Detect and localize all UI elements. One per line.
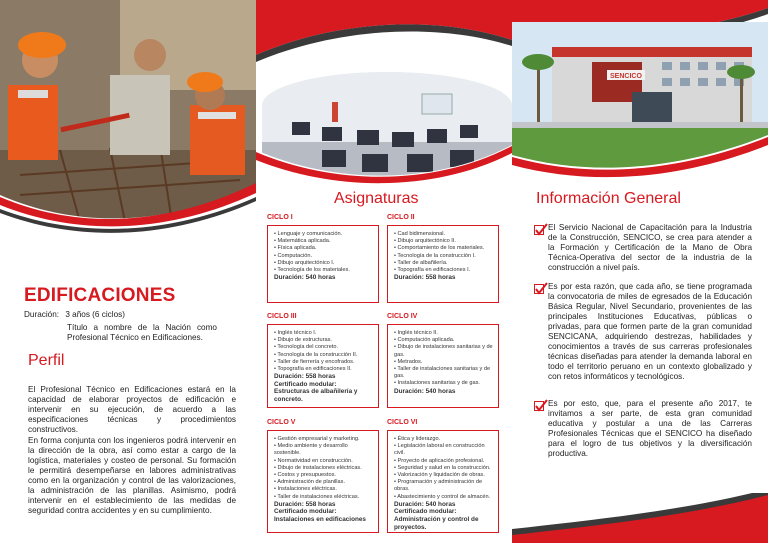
ciclo-6-duration: Duración: 540 horas xyxy=(394,500,456,508)
panel-informacion-general xyxy=(512,0,768,543)
ciclo-item: • Tecnología de la construcción I. xyxy=(394,252,476,259)
ciclo-item: • Taller de instalaciones eléctricas. xyxy=(274,493,360,500)
ciclo-item: • Tecnología de la construcción II. xyxy=(274,351,358,358)
ciclo-6-label: CICLO VI xyxy=(387,419,418,426)
ciclo-item: • Taller de albañilería. xyxy=(394,259,448,266)
panel-edificaciones xyxy=(0,0,256,543)
perfil-paragraph-1: El Profesional Técnico en Edificaciones estará en la capacidad de elaborar proyectos de edificación e intervenir en su ejecución, de acuerdo a las especificaciones técnicas y procedimientos constructivos. xyxy=(28,385,236,434)
ciclo-item: • Taller de fierrería y encofrados. xyxy=(274,358,355,365)
ciclo-item: • Física aplicada. xyxy=(274,245,317,252)
ciclo-item: • Costos y presupuestos. xyxy=(274,472,336,479)
ciclo-5-label: CICLO V xyxy=(267,419,296,426)
bottom-swoosh-decoration xyxy=(512,493,768,543)
ciclo-item: • Administración de planillas. xyxy=(274,479,345,486)
ciclo-item: • Topografía en edificaciones I. xyxy=(394,267,471,274)
ciclo-item: • Dibujo arquitectónico I. xyxy=(274,259,335,266)
ciclo-2-box xyxy=(387,225,499,303)
ciclo-3-duration: Duración: 558 horas xyxy=(274,373,336,381)
perfil-paragraph-2: En forma conjunta con los ingenieros podrá intervenir en la dirección de la obra, así como estar a cargo de la logística, materiales y costeo de personal. Su formación le permitirá desempeñarse en labores administrativas como en la organización y control de las valorizaciones, la administración de las planillas. Asimismo, podrá intervenir en el establecimiento de las medidas de seguridad contra accidentes y en su cumplimiento. xyxy=(28,436,236,515)
info-paragraph-2: Es por esta razón, que cada año, se tiene programada la convocatoria de miles de egresados de la Educación Básica Regular, Nivel Secundario, provenientes de las principales Instituciones Educativas, públicas o privadas, para que formen parte de la gran comunidad SENCICANA, adquiriendo destrezas, habilidades y conocimientos a través de sus carreras profesionales técnicas diseñadas para atender la demanda laboral en todo el territorio peruano en un contexto globalizado y con retos informáticos y tecnológicos. xyxy=(548,282,752,381)
ciclo-item: • Dibujo de instalaciones sanitarias y de gas. xyxy=(394,344,493,358)
checkbox-icon xyxy=(534,225,544,235)
sencico-building-photo xyxy=(512,22,768,172)
ciclo-item: • Proyecto de aplicación profesional. xyxy=(394,457,485,464)
ciclo-6-module: Certificado modular: Administración y control de proyectos. xyxy=(394,508,479,531)
ciclo-item: • Dibujo de instalaciones eléctricas. xyxy=(274,464,362,471)
ciclo-item: • Abastecimiento y control de almacén. xyxy=(394,493,491,500)
workers-photo xyxy=(0,0,256,222)
sencico-sign-text: SENCICO xyxy=(610,73,642,80)
ciclo-item: • Taller de instalaciones sanitarias y de gas. xyxy=(394,366,491,380)
ciclo-3-box xyxy=(267,324,379,408)
ciclo-1-box xyxy=(267,225,379,303)
ciclo-4-duration: Duración: 540 horas xyxy=(394,387,456,395)
panel-asignaturas xyxy=(256,0,512,543)
ciclo-item: • Metrados. xyxy=(394,358,423,365)
ciclo-4-label: CICLO IV xyxy=(387,313,418,320)
perfil-heading: Perfil xyxy=(28,352,65,369)
ciclo-2-label: CICLO II xyxy=(387,214,415,221)
ciclo-item: • Inglés técnico II. xyxy=(394,330,438,336)
ciclo-item: • Computación aplicada. xyxy=(394,337,455,344)
ciclo-item: • Cad bidimensional. xyxy=(394,231,446,237)
duration-label: Duración: xyxy=(24,310,60,319)
ciclo-3-label: CICLO III xyxy=(267,313,297,320)
program-title: EDIFICACIONES xyxy=(24,285,176,306)
ciclo-item: • Instalaciones sanitarias y de gas. xyxy=(394,380,480,387)
info-paragraph-1: El Servicio Nacional de Capacitación para la Industria de la Construcción, SENCICO, se crea para atender a la Formación y Certificación de la Mano de Obra Técnica-Operativa del sector de la industria de la construcción a nivel país. xyxy=(548,223,752,272)
ciclo-4-box xyxy=(387,324,499,408)
duration-row xyxy=(24,310,125,319)
duration-value: 3 años (6 ciclos) xyxy=(65,310,125,319)
ciclo-5-duration: Duración: 558 horas xyxy=(274,500,336,508)
ciclo-item: • Dibujo de estructuras. xyxy=(274,337,332,344)
ciclo-2-duration: Duración: 558 horas xyxy=(394,274,456,282)
informacion-general-heading: Información General xyxy=(536,190,681,207)
ciclo-item: • Medio ambiente y desarrollo sostenible. xyxy=(274,443,348,457)
ciclo-item: • Topografía en edificaciones II. xyxy=(274,366,352,373)
ciclo-item: • Legislación laboral en construcción civil. xyxy=(394,443,485,457)
checkbox-icon xyxy=(534,284,544,294)
ciclo-3-module: Certificado modular: Estructuras de albañilería y concreto. xyxy=(274,380,358,403)
ciclo-item: • Computación. xyxy=(274,252,313,259)
ciclo-item: • Matemática aplicada. xyxy=(274,238,331,245)
ciclo-item: • Comportamiento de los materiales. xyxy=(394,245,485,252)
ciclo-item: • Valorización y liquidación de obras. xyxy=(394,472,485,479)
ciclo-1-label: CICLO I xyxy=(267,214,293,221)
ciclo-item: • Lenguaje y comunicación. xyxy=(274,231,343,237)
ciclo-6-box xyxy=(387,430,499,533)
ciclo-item: • Programación y administración de obras. xyxy=(394,479,483,493)
computer-lab-photo xyxy=(262,72,512,184)
ciclo-item: • Normatividad en construcción. xyxy=(274,457,353,464)
asignaturas-heading: Asignaturas xyxy=(334,190,419,207)
ciclo-5-module: Certificado modular: Instalaciones en edificaciones xyxy=(274,508,366,524)
ciclo-item: • Tecnología de los materiales. xyxy=(274,267,350,274)
ciclo-item: • Ética y liderazgo. xyxy=(394,436,441,442)
ciclo-item: • Seguridad y salud en la construcción. xyxy=(394,464,491,471)
ciclo-item: • Instalaciones eléctricas. xyxy=(274,486,337,493)
degree-title-text: Título a nombre de la Nación como Profesional Técnico en Edificaciones. xyxy=(67,323,217,342)
top-swoosh-decoration xyxy=(256,0,512,80)
checkbox-icon xyxy=(534,401,544,411)
ciclo-item: • Inglés técnico I. xyxy=(274,330,317,336)
info-paragraph-3: Es por esto, que, para el presente año 2017, te invitamos a ser parte, de esta gran comunidad educativa y postular a una de las Carreras Profesionales Técnicas que el SENCICO ha diseñado para el logro de tus objetivos y la diversificación productiva. xyxy=(548,399,752,458)
ciclo-item: • Dibujo arquitectónico II. xyxy=(394,238,456,245)
ciclo-item: • Tecnología del concreto. xyxy=(274,344,339,351)
ciclo-item: • Gestión empresarial y marketing. xyxy=(274,436,360,442)
ciclo-5-box xyxy=(267,430,379,533)
ciclo-1-duration: Duración: 540 horas xyxy=(274,274,336,282)
